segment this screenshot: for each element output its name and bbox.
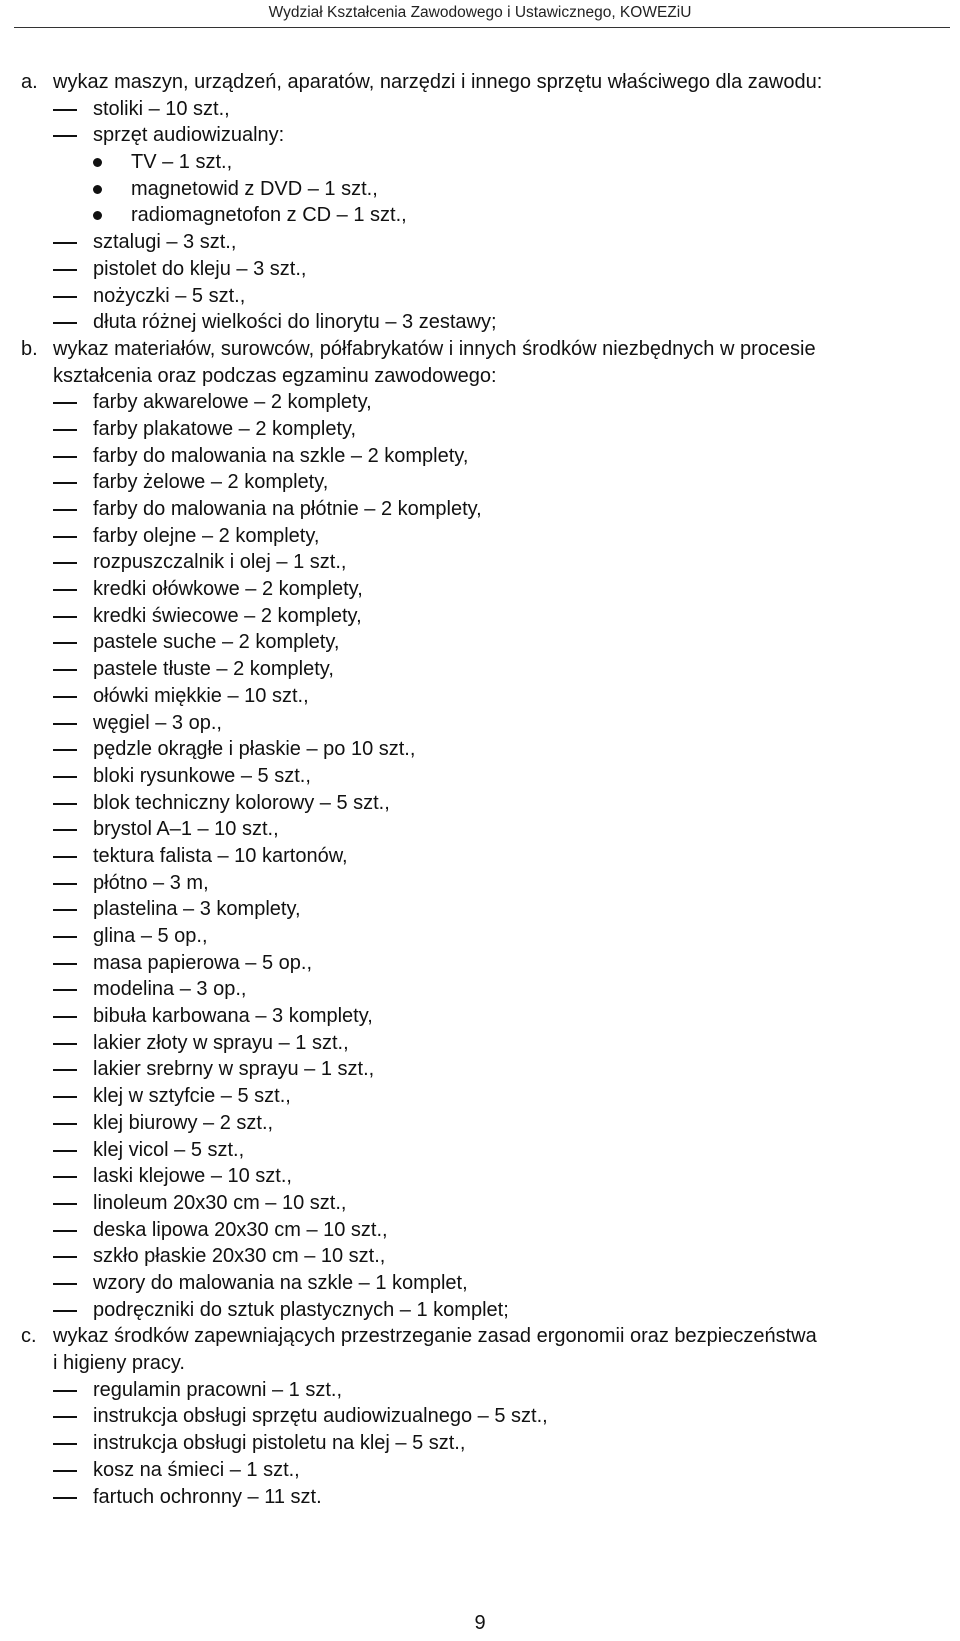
list-item: [0, 976, 960, 1003]
dash-marker: [53, 1176, 77, 1178]
dash-marker: [53, 536, 77, 538]
list-item: [0, 896, 960, 923]
list-item: [0, 1243, 960, 1270]
dash-marker: [53, 1310, 77, 1312]
list-item: [0, 1457, 960, 1484]
list-item-text: sprzęt audiowizualny:: [93, 124, 285, 147]
dash-marker: [53, 1150, 77, 1152]
list-item-text: bloki rysunkowe – 5 szt.,: [93, 764, 311, 787]
list-item: [0, 1056, 960, 1083]
list-item-text: lakier srebrny w sprayu – 1 szt.,: [93, 1058, 375, 1081]
list-item: [0, 1083, 960, 1110]
list-item: [0, 1163, 960, 1190]
list-item: [0, 416, 960, 443]
list-item-text: laski klejowe – 10 szt.,: [93, 1165, 292, 1188]
list-item: [0, 1430, 960, 1457]
list-item: [0, 576, 960, 603]
list-item-text: modelina – 3 op.,: [93, 978, 247, 1001]
list-item: [0, 656, 960, 683]
section-title-line: kształcenia oraz podczas egzaminu zawodowego:: [53, 364, 497, 387]
list-item: [0, 950, 960, 977]
dash-marker: [53, 723, 77, 725]
list-item: [0, 710, 960, 737]
list-item: [0, 923, 960, 950]
dash-marker: [53, 642, 77, 644]
dash-marker: [53, 1470, 77, 1472]
section-c: [0, 1323, 960, 1510]
list-item: [0, 816, 960, 843]
dash-marker: [53, 1283, 77, 1285]
dash-marker: [53, 1256, 77, 1258]
list-item-text: pastele suche – 2 komplety,: [93, 631, 340, 654]
dash-marker: [53, 456, 77, 458]
list-item: [0, 870, 960, 897]
section-title-line: wykaz środków zapewniających przestrzeganie zasad ergonomii oraz bezpieczeństwa: [53, 1325, 817, 1348]
dash-marker: [53, 269, 77, 271]
list-item-text: pędzle okrągłe i płaskie – po 10 szt.,: [93, 738, 416, 761]
list-item: [0, 629, 960, 656]
list-item-text: stoliki – 10 szt.,: [93, 97, 230, 120]
list-item-text: dłuta różnej wielkości do linorytu – 3 zestawy;: [93, 311, 497, 334]
list-item-text: plastelina – 3 komplety,: [93, 898, 301, 921]
list-item-text: farby plakatowe – 2 komplety,: [93, 417, 357, 440]
dash-marker: [53, 1416, 77, 1418]
list-item-text: pistolet do kleju – 3 szt.,: [93, 257, 307, 280]
list-item: [0, 843, 960, 870]
sub-list-item-text: radiomagnetofon z CD – 1 szt.,: [131, 204, 407, 227]
list-item-text: ołówki miękkie – 10 szt.,: [93, 684, 309, 707]
list-item-text: klej w sztyfcie – 5 szt.,: [93, 1085, 291, 1108]
dash-marker: [53, 242, 77, 244]
dash-marker: [53, 989, 77, 991]
dash-marker: [53, 829, 77, 831]
list-item-text: sztalugi – 3 szt.,: [93, 231, 237, 254]
sub-list-item: [0, 202, 960, 229]
sub-list-item-text: TV – 1 szt.,: [131, 151, 233, 174]
dash-marker: [53, 402, 77, 404]
dash-marker: [53, 1443, 77, 1445]
list-item-text: pastele tłuste – 2 komplety,: [93, 658, 334, 681]
list-item: [0, 523, 960, 550]
header-divider: [14, 27, 950, 28]
list-item-text: nożyczki – 5 szt.,: [93, 284, 246, 307]
dash-marker: [53, 509, 77, 511]
list-item: [0, 256, 960, 283]
list-item: [0, 1190, 960, 1217]
list-item: [0, 1270, 960, 1297]
list-item-text: farby do malowania na płótnie – 2 komplety,: [93, 498, 482, 521]
page-number: 9: [474, 1612, 486, 1634]
dash-marker: [53, 482, 77, 484]
dash-marker: [53, 909, 77, 911]
list-item: [0, 736, 960, 763]
list-item: [0, 469, 960, 496]
bullet-icon: [93, 158, 102, 167]
dash-marker: [53, 429, 77, 431]
list-item: [0, 1484, 960, 1511]
dash-marker: [53, 936, 77, 938]
list-item-text: podręczniki do sztuk plastycznych – 1 komplet;: [93, 1298, 509, 1321]
list-item-text: rozpuszczalnik i olej – 1 szt.,: [93, 551, 347, 574]
section-title-line: i higieny pracy.: [53, 1352, 185, 1375]
list-item: [0, 283, 960, 310]
dash-marker: [53, 856, 77, 858]
list-item-text: farby do malowania na szkle – 2 komplety,: [93, 444, 469, 467]
list-item-text: farby żelowe – 2 komplety,: [93, 471, 329, 494]
list-item: [0, 1003, 960, 1030]
list-item-text: węgiel – 3 op.,: [93, 711, 222, 734]
list-item-text: brystol A–1 – 10 szt.,: [93, 818, 279, 841]
bullet-icon: [93, 211, 102, 220]
list-item: [0, 1403, 960, 1430]
dash-marker: [53, 749, 77, 751]
page-header: Wydział Kształcenia Zawodowego i Ustawicznego, KOWEZiU: [268, 4, 692, 21]
list-item-text: linoleum 20x30 cm – 10 szt.,: [93, 1191, 347, 1214]
list-item: [0, 229, 960, 256]
list-item-text: klej biurowy – 2 szt.,: [93, 1111, 274, 1134]
section-a: [0, 69, 960, 336]
list-item-text: wzory do malowania na szkle – 1 komplet,: [93, 1271, 468, 1294]
list-item: [0, 603, 960, 630]
dash-marker: [53, 1016, 77, 1018]
dash-marker: [53, 883, 77, 885]
dash-marker: [53, 1230, 77, 1232]
list-item-text: instrukcja obsługi sprzętu audiowizualnego – 5 szt.,: [93, 1405, 548, 1428]
list-item-text: farby akwarelowe – 2 komplety,: [93, 391, 372, 414]
list-item: [0, 96, 960, 123]
sub-list-item: [0, 149, 960, 176]
list-item: [0, 309, 960, 336]
section-letter: a.: [21, 71, 38, 93]
list-item-text: tektura falista – 10 kartonów,: [93, 844, 348, 867]
section-title-line: wykaz materiałów, surowców, półfabrykatów i innych środków niezbędnych w procesie: [53, 337, 816, 360]
list-item: [0, 549, 960, 576]
section-letter: c.: [21, 1325, 37, 1348]
list-item-text: farby olejne – 2 komplety,: [93, 524, 320, 547]
list-item: [0, 790, 960, 817]
list-item-text: szkło płaskie 20x30 cm – 10 szt.,: [93, 1245, 386, 1268]
list-item-text: kosz na śmieci – 1 szt.,: [93, 1458, 300, 1481]
dash-list: [0, 389, 960, 1323]
list-item-text: glina – 5 op.,: [93, 925, 208, 948]
section-title-line: wykaz maszyn, urządzeń, aparatów, narzędzi i innego sprzętu właściwego dla zawodu:: [53, 71, 823, 93]
list-item: [0, 122, 960, 149]
list-item-text: bibuła karbowana – 3 komplety,: [93, 1005, 373, 1028]
list-item: [0, 496, 960, 523]
section-b: [0, 336, 960, 1323]
dash-marker: [53, 776, 77, 778]
dash-marker: [53, 1043, 77, 1045]
dash-list: [0, 1377, 960, 1510]
dash-list: [0, 96, 960, 336]
dash-marker: [53, 1203, 77, 1205]
dash-marker: [53, 1069, 77, 1071]
dash-marker: [53, 1497, 77, 1499]
list-item: [0, 1030, 960, 1057]
dash-marker: [53, 1096, 77, 1098]
dash-marker: [53, 1123, 77, 1125]
list-item-text: fartuch ochronny – 11 szt.: [93, 1485, 322, 1508]
sub-list-item: [0, 176, 960, 203]
dash-marker: [53, 803, 77, 805]
dash-marker: [53, 589, 77, 591]
dash-marker: [53, 963, 77, 965]
dash-marker: [53, 1390, 77, 1392]
list-item: [0, 1377, 960, 1404]
sub-list-item-text: magnetowid z DVD – 1 szt.,: [131, 177, 378, 200]
section-letter: b.: [21, 337, 38, 360]
list-item-text: regulamin pracowni – 1 szt.,: [93, 1378, 343, 1401]
list-item: [0, 1297, 960, 1324]
dash-marker: [53, 696, 77, 698]
document-body: [0, 69, 960, 1510]
list-item-text: instrukcja obsługi pistoletu na klej – 5 szt.,: [93, 1432, 466, 1455]
list-item-text: klej vicol – 5 szt.,: [93, 1138, 245, 1161]
dash-marker: [53, 135, 77, 137]
list-item-text: blok techniczny kolorowy – 5 szt.,: [93, 791, 390, 814]
list-item: [0, 443, 960, 470]
list-item-text: deska lipowa 20x30 cm – 10 szt.,: [93, 1218, 388, 1241]
list-item: [0, 683, 960, 710]
list-item: [0, 763, 960, 790]
dash-marker: [53, 109, 77, 111]
list-item-text: kredki ołówkowe – 2 komplety,: [93, 578, 363, 601]
list-item-text: płótno – 3 m,: [93, 871, 209, 894]
dash-marker: [53, 322, 77, 324]
list-item: [0, 1137, 960, 1164]
bullet-icon: [93, 185, 102, 194]
list-item-text: lakier złoty w sprayu – 1 szt.,: [93, 1031, 349, 1054]
dash-marker: [53, 669, 77, 671]
list-item: [0, 1217, 960, 1244]
list-item-text: masa papierowa – 5 op.,: [93, 951, 313, 974]
dash-marker: [53, 296, 77, 298]
dash-marker: [53, 616, 77, 618]
list-item: [0, 1110, 960, 1137]
dash-marker: [53, 562, 77, 564]
list-item-text: kredki świecowe – 2 komplety,: [93, 604, 362, 627]
list-item: [0, 389, 960, 416]
